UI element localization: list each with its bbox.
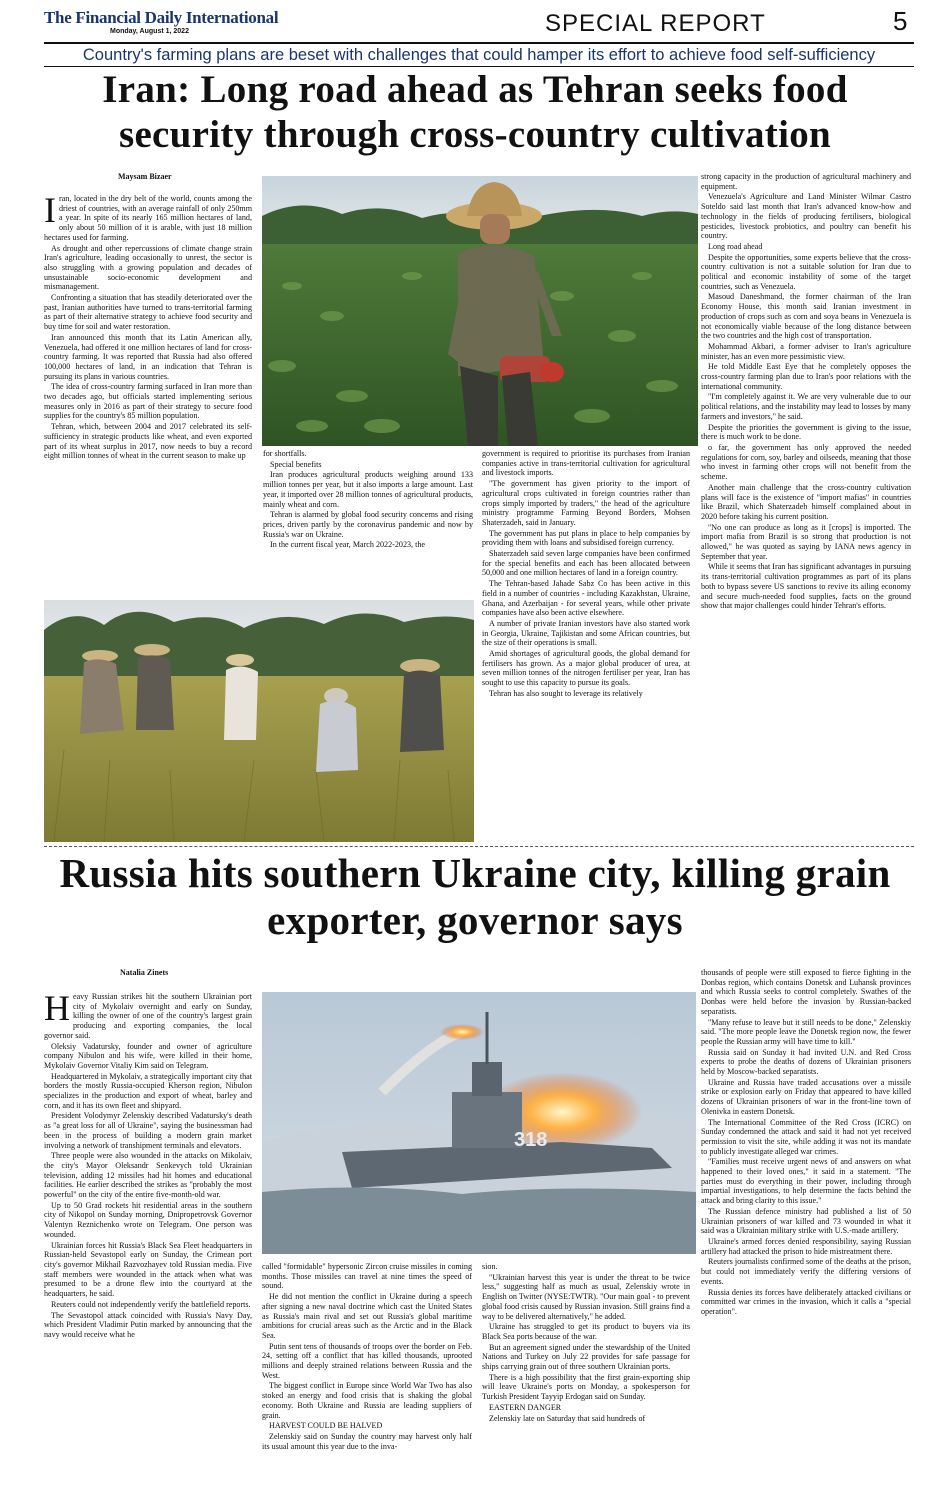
paragraph: Shaterzadeh said seven large companies have been confirmed for the special benefits and each has been allocated between 50,000 and one million hectares of land in a foreign country. [482, 549, 690, 578]
farmer-field-photo [262, 176, 698, 446]
paragraph: Venezuela's Agriculture and Land Minister Wilmar Castro Soteldo said last month that Iran's advanced know-how and technology in the fields of producing fertilisers, biological pesticides, livestock probiotics, and poultry can benefit his country. [701, 192, 911, 241]
article1-column-4 [701, 172, 911, 843]
article2-column-4 [701, 968, 911, 1484]
article2-column-1 [44, 992, 252, 1484]
paragraph: Russia said on Sunday it had invited U.N. and Red Cross experts to probe the deaths of dozens of Ukrainian prisoners held by Moscow-backed separatists. [701, 1047, 911, 1077]
issue-date: Monday, August 1, 2022 [110, 28, 189, 35]
article2-column-2 [262, 1262, 472, 1484]
paragraph: Ukrainian forces hit Russia's Black Sea Fleet headquarters in Russian-held Sevastopol early on Sunday, the Crimean port city's governor Mikhail Razvozhayev told Russian media. Five staff members were wounded in the attack when what was presumed to be a drone flew into the courtyard at the headquarters, he said. [44, 1240, 252, 1299]
paragraph: called "formidable" hypersonic Zircon cruise missiles in coming months. Those missiles can travel at nine times the speed of sound. [262, 1262, 472, 1291]
paragraph: As drought and other repercussions of climate change strain Iran's agriculture, leading occasionally to unrest, the sector is also struggling with a growing population and decades of unsustainable socio-economic development and mismanagement. [44, 243, 252, 292]
paragraph: Mohammad Akbari, a former adviser to Iran's agriculture minister, has an even more pessimistic view. [701, 341, 911, 361]
paragraph: Reuters could not independently verify the battlefield reports. [51, 1299, 251, 1309]
paragraph: "Many refuse to leave but it still needs to be done," Zelenskiy said. "The more people leave the Donetsk region now, the fewer people the Russian army will have time to kill." [701, 1017, 911, 1046]
paragraph: The government has put plans in place to help companies by providing them with loans and subsidised foreign currency. [482, 528, 690, 548]
paragraph: Ukraine's armed forces denied responsibility, saying Russian artillery had attacked the prison to hide mistreatment there. [701, 1236, 911, 1256]
paragraph: The Sevastopol attack coincided with Russia's Navy Day, which President Vladimir Putin marked by announcing that the navy would receive what he [44, 1310, 252, 1339]
page-number: 5 [893, 6, 908, 36]
subhead-long-road-ahead: Long road ahead [708, 241, 763, 251]
article2-byline: Natalia Zinets [120, 968, 169, 977]
ship-hull-number: 318 [514, 1129, 548, 1151]
section-title: SPECIAL REPORT [545, 10, 766, 37]
paragraph: Reuters journalists confirmed some of the deaths at the prison, but could not immediately verify the differing versions of events. [701, 1257, 911, 1286]
paragraph: Oleksiy Vadatursky, founder and owner of agriculture company Nibulon and his wife, were killed in their home, Mykolaiv Governor Vitaliy Kim said on Telegram. [44, 1041, 252, 1070]
paragraph: sion. [482, 1262, 498, 1271]
paragraph: Iran produces agricultural products weighing around 133 million tonnes per year, but it also imports a large amount. Last year, it imported over 28 million tonnes of agricultural products, mainly wheat and corn. [263, 470, 473, 509]
paragraph: The Russian defence ministry had published a list of 50 Ukrainian prisoners of war killed and 73 wounded in what it said was a Ukrainian military strike with U.S.-made artillery. [701, 1206, 911, 1236]
paragraph: Tehran has also sought to leverage its relatively [489, 688, 643, 698]
paragraph: government is required to prioritise its purchases from Iranian companies active in trans-territorial cultivation for agricultural and livestock imports. [482, 449, 690, 478]
paragraph: The Tehran-based Jahade Sabz Co has been active in this field in a number of countries - including Kazakhstan, Ukraine, Ghana, and Azerbaijan - for several years, while other private companies have also been active elsewhere. [482, 579, 690, 618]
dropcap: H [44, 992, 70, 1028]
farmers-harvest-photo [44, 600, 474, 842]
paragraph: Amid shortages of agricultural goods, the global demand for fertilisers has grown. As a major global producer of urea, at seven million tonnes of the nitrogen fertiliser per year, Iran has sought to use this capacity to pursue its goals. [482, 649, 690, 688]
paragraph: The idea of cross-country farming surfaced in Iran more than two decades ago, but officials started implementing serious measures only in 2016 as part of their strategy to secure food supplies for the country's 85 million population. [44, 382, 252, 421]
article1-column-3 [482, 449, 690, 843]
paragraph: While it seems that Iran has significant advantages in pursuing its trans-territorial cultivation programmes as part of its plans both to bypass severe US sanctions to revive its ailing economy and secure much-needed food supplies, facts on the ground show that major challenges could hinder Tehran's efforts. [701, 562, 911, 611]
paragraph: "Ukrainian harvest this year is under the threat to be twice less," suggesting half as much as usual, Zelenskiy wrote in English on Twitter (NYSE:TWTR). "Our main goal - to prevent global food crisis caused by Russian invasion. Still grains find a way to be delivered alternatively," he added. [482, 1272, 690, 1321]
paragraph: Putin sent tens of thousands of troops over the border on Feb. 24, setting off a conflict that has killed thousands, uprooted millions and deeply strained relations between Russia and the West. [262, 1341, 472, 1380]
paragraph: "No one can produce as long as it [crops] is imported. The import mafia from Brazil is so strong that production is not allowed," he was quoted as saying by IANA news agency in September that year. [701, 522, 911, 561]
paragraph: for shortfalls. [263, 449, 307, 458]
paragraph: He told Middle East Eye that he completely opposes the cross-country farming plan due to Iran's poor relations with the international community. [701, 362, 911, 391]
article1-kicker: Country's farming plans are beset with challenges that could hamper its effort to achieve food self-sufficiency [82, 46, 876, 64]
warship-missile-photo [262, 992, 696, 1254]
article2-column-3 [482, 1262, 690, 1484]
paragraph: He did not mention the conflict in Ukraine during a speech after signing a new naval doctrine which cast the United States as Russia's main rival and set out Russia's global maritime ambitions for crucial areas such as the Arctic and in the Black Sea. [262, 1292, 472, 1340]
paragraph: Despite the priorities the government is giving to the issue, there is much work to be done. [701, 422, 911, 442]
paragraph: "I'm completely against it. We are very vulnerable due to our political relations, and the instability may lead to losses by many farmers and investors," he said. [701, 392, 911, 421]
paragraph: strong capacity in the production of agricultural machinery and equipment. [701, 172, 911, 191]
paragraph: ran, located in the dry belt of the world, counts among the driest of countries, with an average rainfall of only 250mm a year. In spite of its nearly 165 million hectares of land, only about 50 million of it is arable, with just 18 million hectares used for farming. [44, 194, 252, 242]
paragraph: o far, the government has only approved the needed regulations for corn, soy, barley and oilseeds, meaning that those who invest in farming other crops will not benefit from the scheme. [701, 442, 911, 482]
paragraph: Masoud Daneshmand, the former chairman of the Iran Economy House, this month said Iranian investment in production of crops such as corn and soya beans in Venezuela is not economically viable because of the long distance between the two countries and the high cost of transportation. [701, 292, 911, 341]
paragraph: But an agreement signed under the stewardship of the United Nations and Turkey on July 22 provides for safe passage for ships carrying grain out of three southern Ukrainian ports. [482, 1342, 690, 1372]
paragraph: Russia denies its forces have deliberately attacked civilians or committed war crimes in the invasion, which it calls a "special operation". [701, 1287, 911, 1316]
article1-headline: Iran: Long road ahead as Tehran seeks food security through cross-country cultivation [102, 68, 848, 156]
paragraph: "The government has given priority to the import of agricultural crops cultivated in foreign countries rather than crops simply imported by traders," the head of the agriculture ministry programme Farming Beyond Borders, Mohsen Shaterzadeh, said in January. [482, 479, 690, 527]
article1-column-2 [263, 449, 473, 593]
kicker-rule [44, 66, 914, 67]
paragraph: Tehran, which, between 2004 and 2017 celebrated its self-sufficiency in strategic products like wheat, and even exported part of its wheat surplus in 2017, now needs to buy a record eight million tonnes of wheat in the current season to make up [44, 422, 252, 461]
paragraph: Ukraine has struggled to get its product to buyers via its Black Sea ports because of the war. [482, 1322, 690, 1341]
paragraph: Zelenskiy late on Saturday that said hundreds of [489, 1413, 646, 1423]
paragraph: Headquartered in Mykolaiv, a strategically important city that borders the mostly Russia-occupied Kherson region, Nibulon specializes in the production and export of wheat, barley and corn, and it has its own fleet and shipyard. [44, 1071, 252, 1110]
paragraph: The biggest conflict in Europe since World War Two has also stoked an energy and food crisis that is shaking the global economy. Both Ukraine and Russia are leading suppliers of grain. [262, 1381, 472, 1420]
paragraph: Confronting a situation that has steadily deteriorated over the past, Iranian authorities have turned to trans-territorial farming as part of their alternative strategy to achieve food security and buy time for soil and water restoration. [44, 293, 252, 332]
paragraph: Iran announced this month that its Latin American ally, Venezuela, had offered it one million hectares of land for cross-country farming. It was reported that Russia had also offered 100,000 hectares of land, in an indication that Tehran is pursuing its plans in various countries. [44, 332, 252, 381]
header-rule [44, 42, 914, 44]
article1-byline: Maysam Bizaer [118, 172, 172, 181]
paragraph: thousands of people were still exposed to fierce fighting in the Donbas region, which contains Donetsk and Luhansk provinces and which Russia seeks to control completely. Swathes of the Donbas were held before the invasion by Russian-backed separatists. [701, 968, 911, 1016]
subhead-harvest-could-be-halved: HARVEST COULD BE HALVED [269, 1421, 383, 1431]
paragraph: In the current fiscal year, March 2022-2023, the [270, 540, 425, 550]
paragraph: Another main challenge that the cross-country cultivation plans will face is the existence of "import mafias" in countries like Brazil, which Shaterzadeh himself complained about in 2020 before taking his current position. [701, 482, 911, 521]
paragraph: The International Committee of the Red Cross (ICRC) on Sunday condemned the attack and said it had not yet received permission to visit the site, while adding it was not its mandate to publicly investigate alleged war crimes. [701, 1117, 911, 1156]
paragraph: Tehran is alarmed by global food security concerns and rising prices, driven partly by the coronavirus pandemic and now by Russia's war on Ukraine. [263, 510, 473, 539]
subhead-special-benefits: Special benefits [270, 459, 322, 469]
paragraph: Zelenskiy said on Sunday the country may harvest only half its usual amount this year due to the inva- [262, 1431, 472, 1451]
dropcap: I [44, 194, 56, 230]
paragraph: Three people were also wounded in the attacks on Mikolaiv, the city's Mayor Oleksandr Senkevych told Ukrainian television, adding 12 missiles had hit homes and educational facilities. He earlier described the strikes as "probably the most powerful" on the city of the entire five-month-old war. [44, 1151, 252, 1200]
paragraph: eavy Russian strikes hit the southern Ukrainian port city of Mykolaiv overnight and early on Sunday, killing the owner of one of the country's largest grain producing and exporting companies, the local governor said. [44, 992, 252, 1040]
article2-headline: Russia hits southern Ukraine city, killing grain exporter, governor says [59, 850, 891, 944]
paragraph: "Families must receive urgent news of and answers on what happened to their loved ones," it said in a statement. "The parties must do everything in their power, including through impartial investigations, to help determine the facts behind the attack and bring clarity to this issue." [701, 1157, 911, 1206]
paragraph: A number of private Iranian investors have also started work in Georgia, Ukraine, Tajikistan and some African countries, but the size of their operations is small. [482, 618, 690, 648]
paragraph: Up to 50 Grad rockets hit residential areas in the southern city of Nikopol on Sunday morning, Dnipropetrovsk Governor Valentyn Reznichenko wrote on Telegram. One person was wounded. [44, 1200, 252, 1239]
paragraph: President Volodymyr Zelenskiy described Vadatursky's death as "a great loss for all of Ukraine", saying the businessman had been in the process of building a modern grain market involving a network of transhipment terminals and elevators. [44, 1111, 252, 1150]
paragraph: There is a high possibility that the first grain-exporting ship will leave Ukraine's ports on Monday, a spokesperson for Turkish President Tayyip Erdogan said on Sunday. [482, 1372, 690, 1402]
newspaper-name: The Financial Daily International [44, 8, 279, 27]
article1-column-1 [44, 194, 252, 592]
paragraph: Ukraine and Russia have traded accusations over a missile strike or explosion early on Friday that appeared to have killed dozens of Ukrainian prisoners of war in the front-line town of Olenivka in eastern Donetsk. [701, 1077, 911, 1116]
subhead-eastern-danger: EASTERN DANGER [489, 1402, 562, 1412]
paragraph: Despite the opportunities, some experts believe that the cross-country cultivation is not a suitable solution for Iran due to political and economic instability of some of the target countries, such as Venezuela. [701, 252, 911, 291]
article-divider [44, 846, 914, 847]
